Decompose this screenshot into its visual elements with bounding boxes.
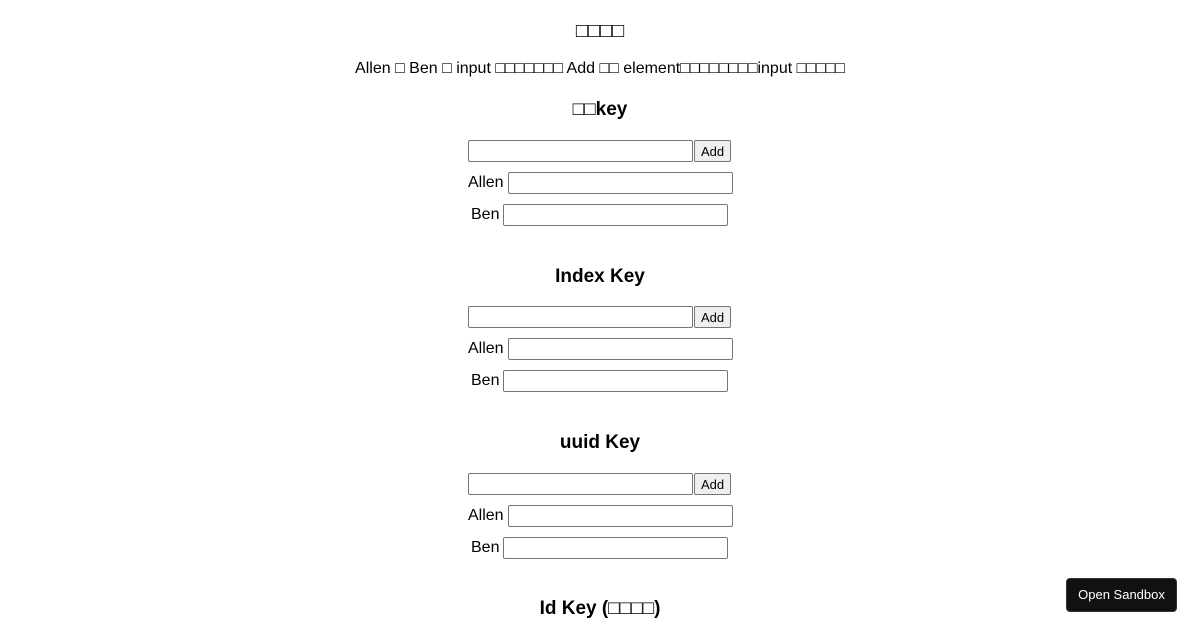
list-item [471,370,728,392]
item-input[interactable] [503,370,728,392]
item-label: Allen [468,507,504,524]
list-item [468,338,733,360]
section-title-no-key: □□key [572,99,628,120]
list-item [471,537,728,559]
section-title-id-key: Id Key (□□□□) [539,598,661,619]
section-title-uuid-key: uuid Key [559,432,641,453]
item-input[interactable] [503,204,728,226]
item-input[interactable] [508,172,733,194]
add-button-no-key[interactable]: Add [694,140,731,162]
item-label: Allen [468,340,504,357]
page-description: Allen □ Ben □ input □□□□□□□ Add □□ element□□□□□□□□input □□□□□ [355,60,845,77]
page-title: □□□□ [575,20,625,42]
add-button-uuid-key[interactable]: Add [694,473,731,495]
item-label: Ben [471,206,500,223]
item-input[interactable] [503,537,728,559]
item-label: Ben [471,372,500,389]
add-input-no-key[interactable] [468,140,693,162]
add-button-index-key[interactable]: Add [694,306,731,328]
add-row-index-key [468,306,731,328]
open-sandbox-button[interactable]: Open Sandbox [1066,578,1177,612]
list-item [471,204,728,226]
item-label: Ben [471,539,500,556]
add-input-uuid-key[interactable] [468,473,693,495]
add-input-index-key[interactable] [468,306,693,328]
add-row-uuid-key [468,473,731,495]
section-title-index-key: Index Key [555,266,645,287]
list-item [468,505,733,527]
item-input[interactable] [508,338,733,360]
add-row-no-key [468,140,731,162]
item-input[interactable] [508,505,733,527]
item-label: Allen [468,174,504,191]
list-item [468,172,733,194]
